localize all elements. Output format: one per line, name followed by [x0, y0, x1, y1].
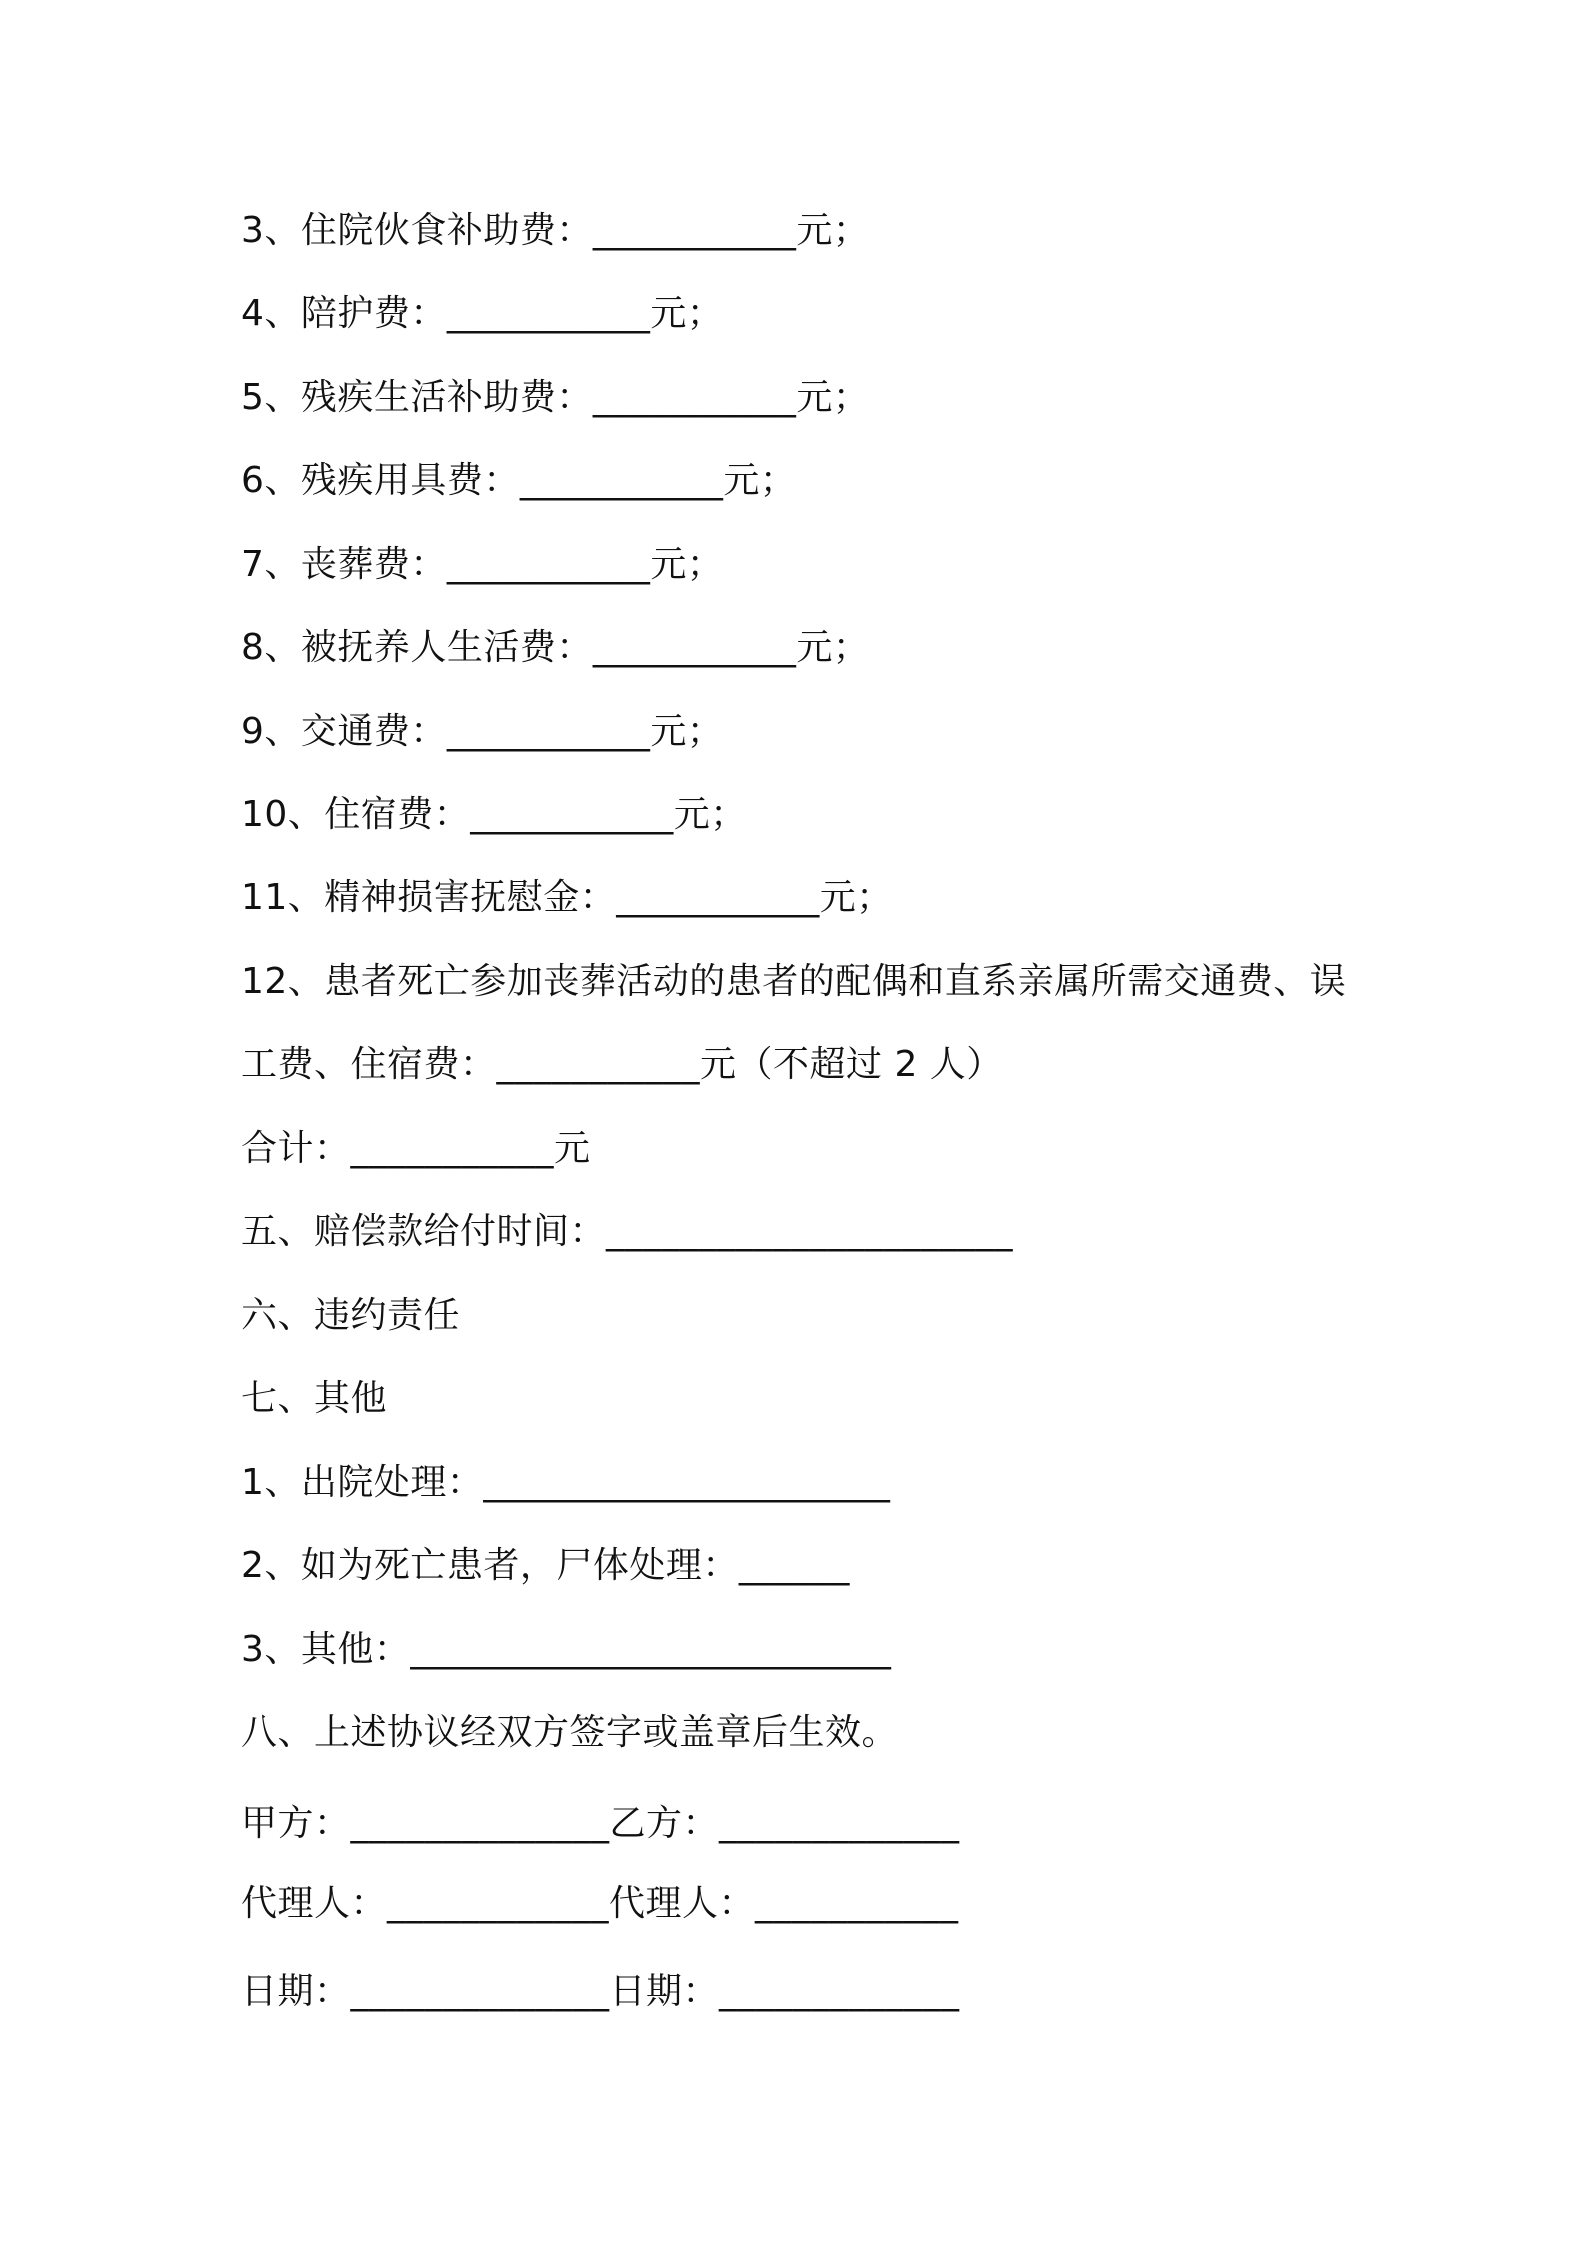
signature-date-line: 日期：______________日期：_____________	[241, 1971, 960, 2012]
item-3-hospital-meal-subsidy: 3、住院伙食补助费：___________元；	[241, 210, 870, 251]
section-8-effectiveness: 八、上述协议经双方签字或盖章后生效。	[241, 1712, 899, 1753]
item-4-nursing-fee: 4、陪护费：___________元；	[241, 293, 724, 334]
section-6-breach-liability: 六、违约责任	[241, 1295, 461, 1336]
signature-agent-line: 代理人：____________代理人：___________	[241, 1883, 959, 1924]
item-5-disability-living-subsidy: 5、残疾生活补助费：___________元；	[241, 377, 870, 418]
item-12-funeral-attendance-costs-cont: 工费、住宿费：___________元（不超过 2 人）	[241, 1044, 1003, 1085]
item-8-dependent-living-fee: 8、被抚养人生活费：___________元；	[241, 627, 870, 668]
section-5-payment-time: 五、赔偿款给付时间：______________________	[241, 1211, 1014, 1252]
item-6-disability-equipment-fee: 6、残疾用具费：___________元；	[241, 460, 797, 501]
other-1-discharge-handling: 1、出院处理：______________________	[241, 1462, 891, 1503]
item-7-funeral-fee: 7、丧葬费：___________元；	[241, 544, 724, 585]
item-10-accommodation-fee: 10、住宿费：___________元；	[241, 794, 747, 835]
section-7-other: 七、其他	[241, 1378, 388, 1419]
signature-party-line: 甲方：______________乙方：_____________	[241, 1803, 960, 1844]
other-3-misc: 3、其他：__________________________	[241, 1629, 892, 1670]
item-12-funeral-attendance-costs: 12、患者死亡参加丧葬活动的患者的配偶和直系亲属所需交通费、误	[241, 961, 1347, 1002]
item-9-transport-fee: 9、交通费：___________元；	[241, 711, 724, 752]
total-line: 合计：___________元	[241, 1128, 591, 1169]
item-11-mental-damage-compensation: 11、精神损害抚慰金：___________元；	[241, 877, 893, 918]
other-2-body-handling: 2、如为死亡患者，尸体处理：______	[241, 1545, 850, 1586]
